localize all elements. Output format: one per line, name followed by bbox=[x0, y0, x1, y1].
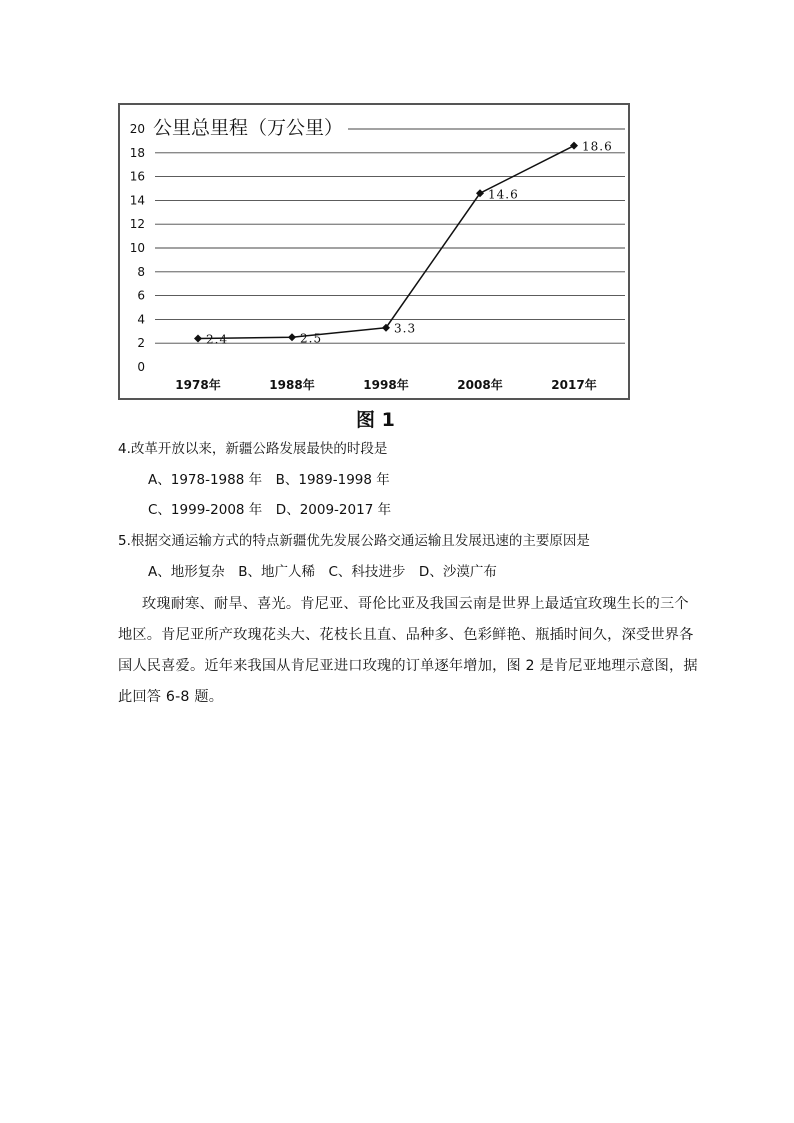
chart-canvas bbox=[120, 105, 628, 398]
data-point-0 bbox=[194, 334, 202, 342]
passage-line-4: 此回答 6-8 题。 bbox=[118, 689, 224, 705]
y-tick-label-4: 4 bbox=[137, 312, 145, 327]
chart-title: 公里总里程（万公里） bbox=[153, 117, 344, 139]
data-label-1: 2.5 bbox=[300, 331, 323, 346]
x-tick-label-0: 1978年 bbox=[175, 378, 221, 392]
question-5-options: A、地形复杂 B、地广人稀 C、科技进步 D、沙漠广布 bbox=[148, 564, 497, 580]
question-4-options-row-1: A、1978-1988 年 B、1989-1998 年 bbox=[148, 472, 390, 488]
x-tick-label-4: 2017年 bbox=[551, 378, 597, 392]
data-point-1 bbox=[288, 333, 296, 341]
y-tick-label-20: 20 bbox=[129, 122, 145, 136]
passage-line-1: 玫瑰耐寒、耐旱、喜光。肯尼亚、哥伦比亚及我国云南是世界上最适宜玫瑰生长的三个 bbox=[142, 596, 689, 612]
question-4-stem: 4.改革开放以来，新疆公路发展最快的时段是 bbox=[118, 441, 388, 457]
x-tick-label-2: 1998年 bbox=[363, 378, 409, 392]
y-tick-label-14: 14 bbox=[129, 193, 145, 208]
y-tick-label-10: 10 bbox=[129, 241, 145, 255]
data-label-0: 2.4 bbox=[206, 332, 229, 347]
data-point-4 bbox=[570, 142, 578, 150]
passage-line-2: 地区。肯尼亚所产玫瑰花头大、花枝长且直、品种多、色彩鲜艳、瓶插时间久，深受世界各 bbox=[118, 627, 694, 643]
y-tick-label-16: 16 bbox=[129, 169, 145, 184]
y-tick-label-18: 18 bbox=[129, 145, 145, 160]
question-5-stem: 5.根据交通运输方式的特点新疆优先发展公路交通运输且发展迅速的主要原因是 bbox=[118, 533, 590, 549]
y-tick-label-8: 8 bbox=[137, 264, 145, 279]
question-4-options-row-2: C、1999-2008 年 D、2009-2017 年 bbox=[148, 502, 392, 518]
data-label-3: 14.6 bbox=[488, 187, 519, 202]
y-tick-label-6: 6 bbox=[137, 288, 145, 303]
figure-caption: 图 1 bbox=[356, 409, 395, 431]
data-label-2: 3.3 bbox=[394, 321, 417, 336]
line-chart bbox=[118, 103, 630, 400]
series-line bbox=[198, 146, 574, 339]
y-tick-label-2: 2 bbox=[137, 336, 145, 351]
y-tick-label-12: 12 bbox=[129, 217, 145, 232]
x-tick-label-3: 2008年 bbox=[457, 378, 503, 392]
y-tick-label-0: 0 bbox=[137, 360, 145, 374]
x-tick-label-1: 1988年 bbox=[269, 378, 315, 392]
passage-line-3: 国人民喜爱。近年来我国从肯尼亚进口玫瑰的订单逐年增加，图 2 是肯尼亚地理示意图，据 bbox=[118, 658, 698, 674]
data-label-4: 18.6 bbox=[582, 139, 613, 154]
